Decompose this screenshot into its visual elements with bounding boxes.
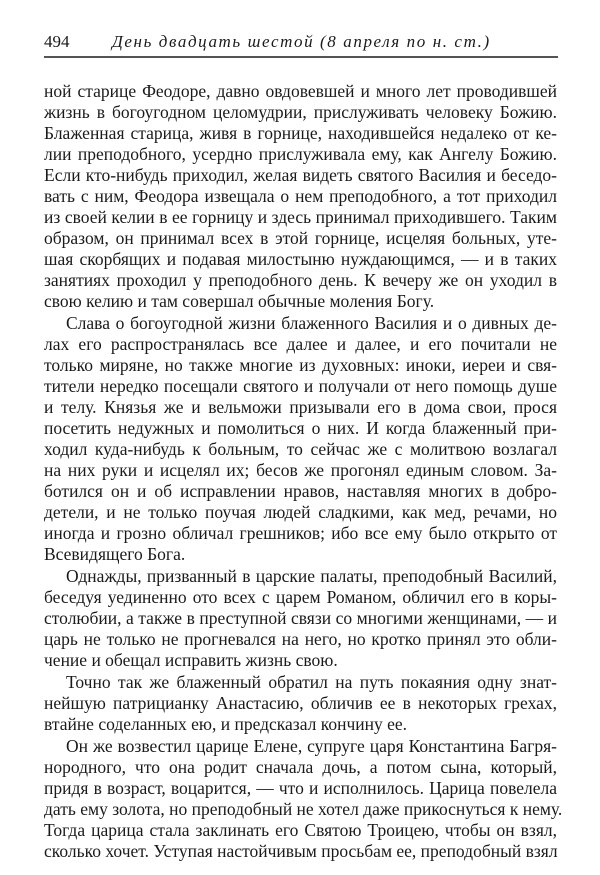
text-line: вать с ним, Феодора извещала о нем преподобного, а тот приходил [44,186,557,206]
text-line: втайне соделанных ею, и предсказал кончину ее. [44,714,408,734]
text-line: жизнь в богоугодном целомудрии, прислуживать человеку Божию. [44,102,557,122]
text-line: нородного, что она родит сначала дочь, а потом сына, который, [44,757,557,777]
text-line: свою келию и там совершал обычные моления Богу. [44,291,435,311]
running-title: День двадцать шестой (8 апреля по н. ст.) [112,32,491,51]
text-line: образом, он принимал всех в этой горнице, исцеляя больных, уте- [44,228,557,248]
text-line: лии преподобного, усердно прислуживала ему, как Ангелу Божию. [44,144,557,164]
text-line: нейшую патрицианку Анастасию, обличив ее в некоторых грехах, [44,693,557,713]
text-line: Однажды, призванный в царские палаты, преподобный Василий, [66,566,557,586]
text-line: тители нередко посещали святого и получали от него помощь душе [44,376,557,396]
text-line: придя в возраст, воцарится, — что и исполнилось. Царица повелела [44,778,557,798]
text-line: Точно так же блаженный обратил на путь покаяния одну знат- [66,672,557,692]
text-line: сколько хочет. Уступая настойчивым просьбам ее, преподобный взял [44,841,558,861]
text-line: Тогда царица стала заклинать его Святою Троицею, чтобы он взял, [44,820,557,840]
text-line: ботился он и об исправлении нравов, наставляя многих в добро- [44,481,557,501]
text-line: и телу. Князья же и вельможи призывали его в дома свои, прося [44,397,557,417]
text-line: детели, и не только поучая людей сладкими, как мед, речами, но [44,502,557,522]
text-line: столюбии, а также в преступной связи со многими женщинами, — и [44,608,557,628]
running-header [44,30,558,58]
text-line: занятиях проходил у преподобного день. К вечеру же он уходил в [44,270,557,290]
text-line: ходил куда-нибудь к больным, то сейчас же с молитвою возлагал [44,439,557,459]
text-line: царь не только не прогневался на него, но кротко принял это обли- [44,629,557,649]
text-line: Слава о богоугодной жизни блаженного Василия и о дивных де- [66,313,557,333]
text-line: дать ему золота, но преподобный не хотел даже прикоснуться к нему. [44,799,563,819]
paragraph [44,81,557,312]
paragraph [44,672,557,735]
text-line: на них руки и исцелял их; бесов же прогонял единым словом. За- [44,460,557,480]
text-line: шая скорбящих и подавая милостыню нуждающимся, — и в таких [44,249,557,269]
text-line: Он же возвестил царице Елене, супруге царя Константина Багря- [66,736,557,756]
text-line: только миряне, но также многие из духовных: иноки, иереи и свя- [44,355,557,375]
text-line: чение и обещал исправить жизнь свою. [44,650,338,670]
text-line: из своей келии в ее горницу и здесь принимал приходившего. Таким [44,207,557,227]
paragraph [44,736,563,862]
text-line: Всевидящего Бога. [44,544,186,564]
page-body-text [44,81,563,863]
text-line: ной старице Феодоре, давно овдовевшей и много лет проводившей [44,81,557,101]
text-line: Блаженная старица, живя в горнице, находившейся недалеко от ке- [44,123,557,143]
text-line: лах его распространялась все далее и далее, и его почитали не [44,334,557,354]
page-number: 494 [44,32,70,51]
text-line: Если кто-нибудь приходил, желая видеть святого Василия и беседо- [44,165,557,185]
text-line: беседуя уединенно ото всех с царем Романом, обличил его в коры- [44,587,557,607]
paragraph [44,566,557,671]
paragraph [44,313,557,565]
text-line: посетить недужных и помолиться о них. И когда блаженный при- [44,418,557,438]
text-line: иногда и грозно обличал грешников; ибо все ему было открыто от [44,523,557,543]
